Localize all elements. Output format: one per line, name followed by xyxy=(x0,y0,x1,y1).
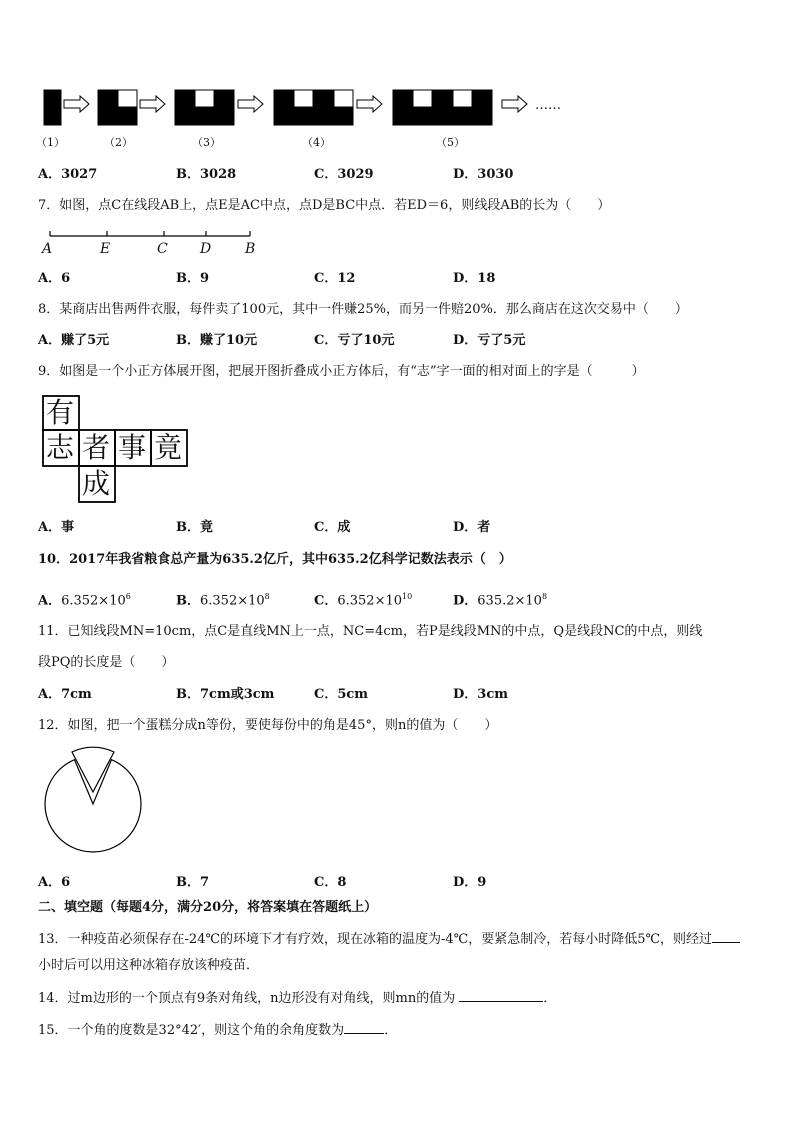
q11-stem-line2: 段PQ的长度是（ ） xyxy=(38,655,175,670)
q12-stem: 12．如图，把一个蛋糕分成n等份，要使每份中的角是45°，则n的值为（ ） xyxy=(38,718,498,733)
q9-net-cell-cheng: 成 xyxy=(82,467,111,500)
q8-option-d: D．亏了5元 xyxy=(453,333,526,348)
q9-net-cell-zhi: 志 xyxy=(46,431,75,464)
q7-point-d: D xyxy=(200,241,212,257)
q6-label-4: （4） xyxy=(302,136,331,149)
q6-option-a: A．3027 xyxy=(38,167,98,182)
q6-option-b: B．3028 xyxy=(176,167,237,182)
q7-option-c: C．12 xyxy=(314,271,356,286)
q9-net-cell-you: 有 xyxy=(46,396,75,429)
q13-line1: 13．一种疫苗必须保存在-24℃的环境下才有疗效，现在冰箱的温度为-4℃，要紧急制冷，若每小时降低5℃，则经过 xyxy=(38,930,740,948)
q8-option-b: B．赚了10元 xyxy=(176,333,258,348)
q10-option-a: A．$6.352\times 10^6$ xyxy=(38,592,131,609)
q9-stem: 9．如图是一个小正方体展开图，把展开图折叠成小正方体后，有“志”字一面的相对面上的字是（ ） xyxy=(38,364,645,379)
q9-option-d: D．者 xyxy=(453,520,491,535)
q6-ellipsis: …… xyxy=(535,98,561,113)
q11-option-d: D．3cm xyxy=(453,687,508,702)
q6-label-3: （3） xyxy=(192,136,221,149)
q7-point-c: C xyxy=(157,241,168,257)
section-2-heading: 二、填空题（每题4分，满分20分，将答案填在答题纸上） xyxy=(38,900,378,915)
q13-answer-blank[interactable] xyxy=(712,930,740,943)
q12-option-c: C．8 xyxy=(314,875,347,890)
q10-option-c: C．$6.352\times 10^{10}$ xyxy=(314,592,413,609)
q7-point-b: B xyxy=(245,241,256,257)
q7-option-d: D．18 xyxy=(453,271,496,286)
q9-net-cell-zhe: 者 xyxy=(82,431,111,464)
q14-line: 14．过m边形的一个顶点有9条对角线，n边形没有对角线，则mn的值为 ． xyxy=(38,991,557,1006)
q6-option-d: D．3030 xyxy=(453,167,514,182)
q10-stem: 10．2017年我省粮食总产量为635.2亿斤，其中635.2亿科学记数法表示（ ） xyxy=(38,552,512,567)
q6-label-1: （1） xyxy=(36,136,65,149)
q11-stem-line1: 11．已知线段MN=10cm，点C是直线MN上一点，NC=4cm，若P是线段MN的中点，Q是线段NC的中点，则线 xyxy=(38,624,703,639)
q8-option-a: A．赚了5元 xyxy=(38,333,110,348)
q9-option-c: C．成 xyxy=(314,520,351,535)
q11-option-a: A．7cm xyxy=(38,687,92,702)
q13-line2: 小时后可以用这种冰箱存放该种疫苗． xyxy=(38,958,260,973)
q12-option-d: D．9 xyxy=(453,875,487,890)
q7-stem: 7．如图，点C在线段AB上，点E是AC中点，点D是BC中点．若ED＝6，则线段AB的长为（ ） xyxy=(38,198,611,213)
q7-option-a: A．6 xyxy=(38,271,71,286)
q11-option-b: B．7cm或3cm xyxy=(176,687,275,702)
q12-option-b: B．7 xyxy=(176,875,210,890)
q10-option-d: D．$635.2\times 10^8$ xyxy=(453,592,548,609)
q15-line: 15．一个角的度数是32°42′，则这个角的余角度数为 ． xyxy=(38,1023,398,1038)
q8-stem: 8．某商店出售两件衣服，每件卖了100元，其中一件赚25%，而另一件赔20%．那么商店在这次交易中（ ） xyxy=(38,302,688,317)
q9-net-cell-shi: 事 xyxy=(118,431,147,464)
q12-option-a: A．6 xyxy=(38,875,71,890)
q9-option-a: A．事 xyxy=(38,520,75,535)
q14-answer-blank[interactable] xyxy=(459,989,543,1002)
q6-option-c: C．3029 xyxy=(314,167,374,182)
q8-option-c: C．亏了10元 xyxy=(314,333,395,348)
q9-net-cell-jing: 竟 xyxy=(154,431,183,464)
q7-point-a: A xyxy=(42,241,53,257)
q15-answer-blank[interactable] xyxy=(344,1021,384,1034)
q10-option-b: B．$6.352\times 10^8$ xyxy=(176,592,270,609)
q11-option-c: C．5cm xyxy=(314,687,369,702)
q9-option-b: B．竟 xyxy=(176,520,213,535)
q7-point-e: E xyxy=(100,241,111,257)
q7-option-b: B．9 xyxy=(176,271,210,286)
q6-label-5: （5） xyxy=(436,136,465,149)
q6-label-2: （2） xyxy=(104,136,133,149)
